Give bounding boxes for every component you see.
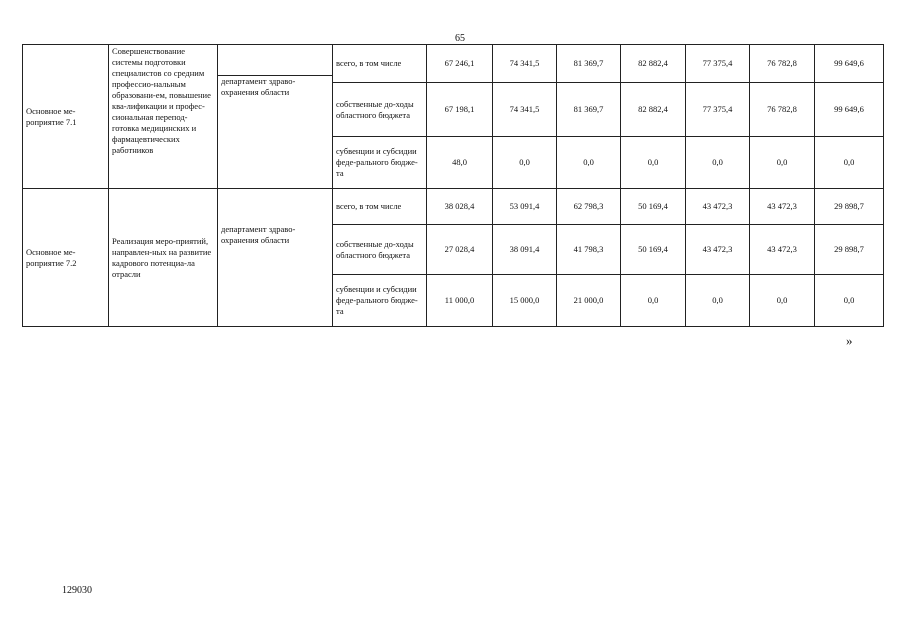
- value-cell: 82 882,4: [621, 45, 686, 83]
- funding-source: всего, в том числе: [333, 189, 427, 225]
- value-cell: 99 649,6: [815, 45, 884, 83]
- document-code: 129030: [62, 585, 92, 596]
- value-cell: 29 898,7: [815, 225, 884, 275]
- value-cell: 53 091,4: [493, 189, 557, 225]
- value-cell: 43 472,3: [686, 225, 750, 275]
- value-cell: 43 472,3: [750, 189, 815, 225]
- executor-text: департамент здраво-охранения области: [218, 75, 332, 98]
- value-cell: 0,0: [621, 275, 686, 327]
- funding-source: всего, в том числе: [333, 45, 427, 83]
- value-cell: 0,0: [750, 137, 815, 189]
- value-cell: 0,0: [621, 137, 686, 189]
- value-cell: 74 341,5: [493, 83, 557, 137]
- value-cell: 62 798,3: [557, 189, 621, 225]
- funding-source: собственные до-ходы областного бюджета: [333, 83, 427, 137]
- funding-source: субвенции и субсидии феде-рального бюдже-та: [333, 275, 427, 327]
- funding-source: субвенции и субсидии феде-рального бюдже-та: [333, 137, 427, 189]
- value-cell: 76 782,8: [750, 45, 815, 83]
- measure-executor: [218, 189, 333, 327]
- value-cell: 74 341,5: [493, 45, 557, 83]
- value-cell: 29 898,7: [815, 189, 884, 225]
- value-cell: 48,0: [427, 137, 493, 189]
- value-cell: 67 246,1: [427, 45, 493, 83]
- value-cell: 0,0: [686, 275, 750, 327]
- value-cell: 11 000,0: [427, 275, 493, 327]
- value-cell: 77 375,4: [686, 45, 750, 83]
- value-cell: 0,0: [750, 275, 815, 327]
- funding-source: собственные до-ходы областного бюджета: [333, 225, 427, 275]
- value-cell: 0,0: [815, 275, 884, 327]
- table-row: [23, 189, 884, 225]
- closing-quote: »: [846, 333, 853, 348]
- table-row: [23, 45, 884, 83]
- value-cell: 82 882,4: [621, 83, 686, 137]
- value-cell: 21 000,0: [557, 275, 621, 327]
- value-cell: 15 000,0: [493, 275, 557, 327]
- value-cell: 0,0: [686, 137, 750, 189]
- value-cell: 38 091,4: [493, 225, 557, 275]
- value-cell: 99 649,6: [815, 83, 884, 137]
- value-cell: 50 169,4: [621, 225, 686, 275]
- page-number: 65: [455, 33, 465, 44]
- executor-text: департамент здраво-охранения области: [221, 224, 296, 245]
- measure-name: Основное ме-роприятие 7.1: [23, 45, 109, 189]
- value-cell: 41 798,3: [557, 225, 621, 275]
- value-cell: 43 472,3: [750, 225, 815, 275]
- budget-table: [22, 44, 884, 327]
- value-cell: 77 375,4: [686, 83, 750, 137]
- value-cell: 76 782,8: [750, 83, 815, 137]
- value-cell: 81 369,7: [557, 45, 621, 83]
- measure-description: Реализация меро-приятий, направлен-ных на развитие кадрового потенциа-ла отрасли: [109, 189, 218, 327]
- value-cell: 0,0: [493, 137, 557, 189]
- value-cell: 43 472,3: [686, 189, 750, 225]
- measure-executor: [218, 45, 333, 189]
- value-cell: 81 369,7: [557, 83, 621, 137]
- measure-name: Основное ме-роприятие 7.2: [23, 189, 109, 327]
- value-cell: 50 169,4: [621, 189, 686, 225]
- value-cell: 0,0: [557, 137, 621, 189]
- value-cell: 27 028,4: [427, 225, 493, 275]
- value-cell: 0,0: [815, 137, 884, 189]
- value-cell: 67 198,1: [427, 83, 493, 137]
- value-cell: 38 028,4: [427, 189, 493, 225]
- measure-description: Совершенствование системы подготовки специалистов со средним профессио-нальным образовани-ем, повышение ква-лификации и профес-сиональная перепод-готовка медицинских и фармацевтических работников: [109, 45, 218, 189]
